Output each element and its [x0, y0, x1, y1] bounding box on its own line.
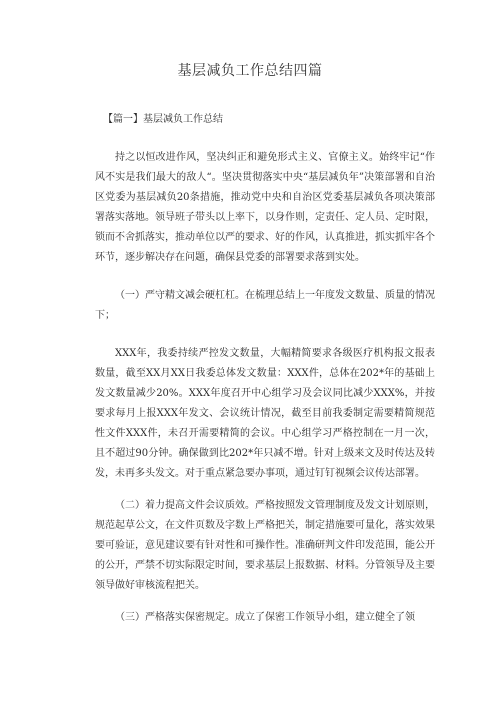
paragraph-item-2: （二）着力提高文件会议质效。严格按照发文管理制度及发文计划原则，规范起草公文，在文件页数及字数上严格把关，制定措施要可量化，落实效果要可验证，意见建议要有针对性和可操作性。准确研判文件印发范围，能公开的公开，严禁不切实际限定时间，要求基层上报数据、材料。分管领导及主要领导做好审核流程把关。 [95, 500, 435, 591]
paragraph-item-1-heading: （一）严守精文减会硬杠杠。在梳理总结上一年度发文数量、质量的情况下； [95, 290, 435, 321]
paragraph-intro: 持之以恒改进作风，坚决纠正和避免形式主义、官僚主义。始终牢记“作风不实是我们最大的敌人“。坚决贯彻落实中央“基层减负年”决策部署和自治区党委为基层减负20条措施，推动党中央和自治区党委基层减负各项决策部署落实落地。领导班子带头以上率下，以身作则，定责任、定人员、定时限，锁而不舍抓落实，推动单位以严的要求、好的作风，认真推进，抓实抓牢各个环节，逐步解决存在问题，确保县党委的部署要求落到实处。 [95, 152, 435, 263]
document-body [95, 110, 435, 628]
paragraph-item-1-detail: XXX年，我委持续严控发文数量，大幅精简要求各级医疗机构报文报表数量，截至XX月XX日我委总体发文数量：XXX件，总体在202*年的基础上发文数量减少20%。XXX年度召开中心组学习及会议同比减少XXX%，并按要求每月上报XXX年发文、会议统计情况，截至目前我委制定需要精简规范性文件XXX件，未召开需要精简的会议。中心组学习严格控制在一月一次，且不超过90分钟。确保做到比202*年只减不增。针对上级来文及时传达及转发，未再多头发文。对于重点紧急要办事项，通过钉钉视频会议传达部署。 [95, 348, 435, 479]
paragraph-item-3: （三）严格落实保密规定。成立了保密工作领导小组，建立健全了领 [115, 612, 415, 623]
document-title: 基层减负工作总结四篇 [177, 63, 323, 79]
section-heading: 【篇一】基层减负工作总结 [103, 114, 223, 125]
